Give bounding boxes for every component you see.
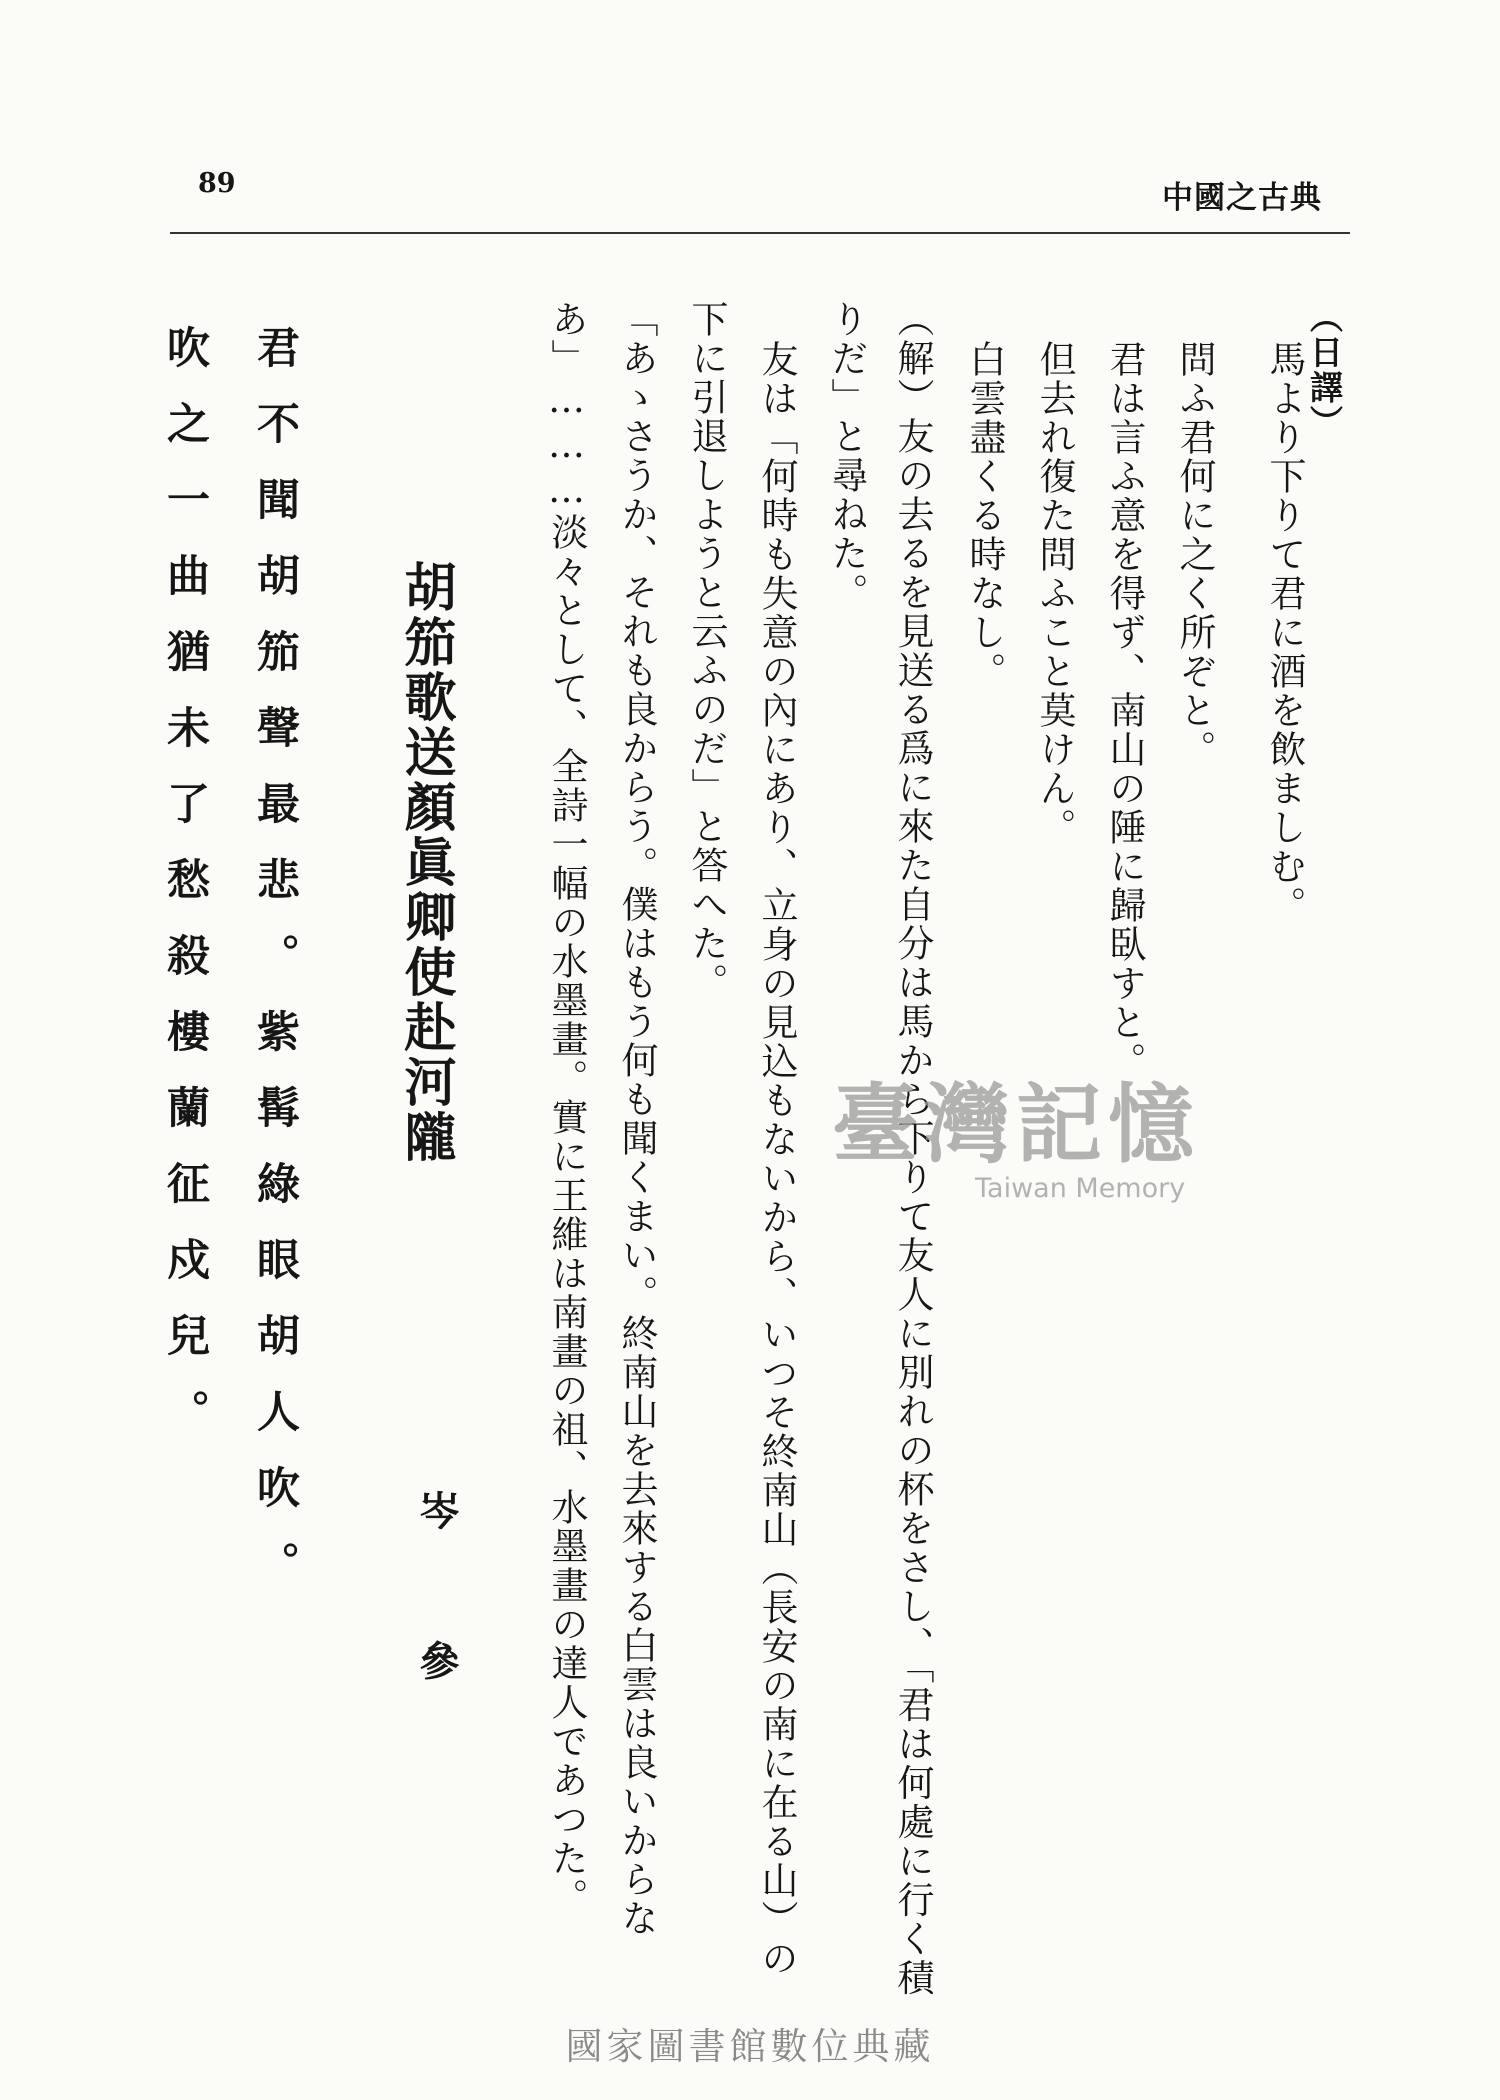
running-head: 中國之古典 [1162, 180, 1322, 216]
footer-credit: 國家圖書館數位典藏 [565, 2025, 935, 2068]
commentary-line: （解）友の去るを見送る爲に來た自分は馬から下りて友人に別れの杯をさし、「君は何處に行く積 [891, 300, 934, 1998]
translation-line: 君は言ふ意を得ず、南山の陲に歸臥すと。 [1103, 340, 1146, 1081]
poem-author: 岑參 [413, 1490, 460, 1790]
translation-line: 但去れ復た問ふこと莫けん。 [1033, 340, 1076, 847]
commentary-line: 「あゝさうか、それも良からう。僕はもう何も聞くまい。終南山を去來する白雲は良いからな [615, 300, 658, 1938]
commentary-line: りだ」と尋ねた。 [825, 300, 868, 612]
translation-line: 問ふ君何に之く所ぞと。 [1173, 340, 1216, 769]
poem-line: 吹之一曲猶未了愁殺樓蘭征戍兒。 [160, 325, 210, 1465]
watermark [760, 1055, 1200, 1204]
translation-line: 白雲盡くる時なし。 [963, 340, 1006, 691]
commentary-line: 下に引退しようと云ふのだ」と答へた。 [685, 300, 728, 1002]
translation-label: （日譯） [1305, 300, 1344, 440]
commentary-line: あ」………淡々として、全詩一幅の水墨畫。實に王維は南畫の祖、水墨畫の達人であつた。 [545, 300, 588, 1917]
commentary-line: 友は「何時も失意の內にあり、立身の見込もないから、いつそ終南山（長安の南に在る山）の [755, 340, 798, 1978]
header-rule [170, 232, 1350, 234]
translation-line: 馬より下りて君に酒を飲ましむ。 [1263, 340, 1306, 925]
watermark-english: Taiwan Memory [975, 1173, 1186, 1204]
poem-line: 君不聞胡笳聲最悲。紫髯綠眼胡人吹。 [250, 325, 300, 1617]
page-number: 89 [198, 168, 236, 199]
watermark-chinese: 臺灣記憶 [832, 1074, 1200, 1175]
poem-title: 胡笳歌送顏眞卿使赴河隴 [395, 560, 456, 1165]
